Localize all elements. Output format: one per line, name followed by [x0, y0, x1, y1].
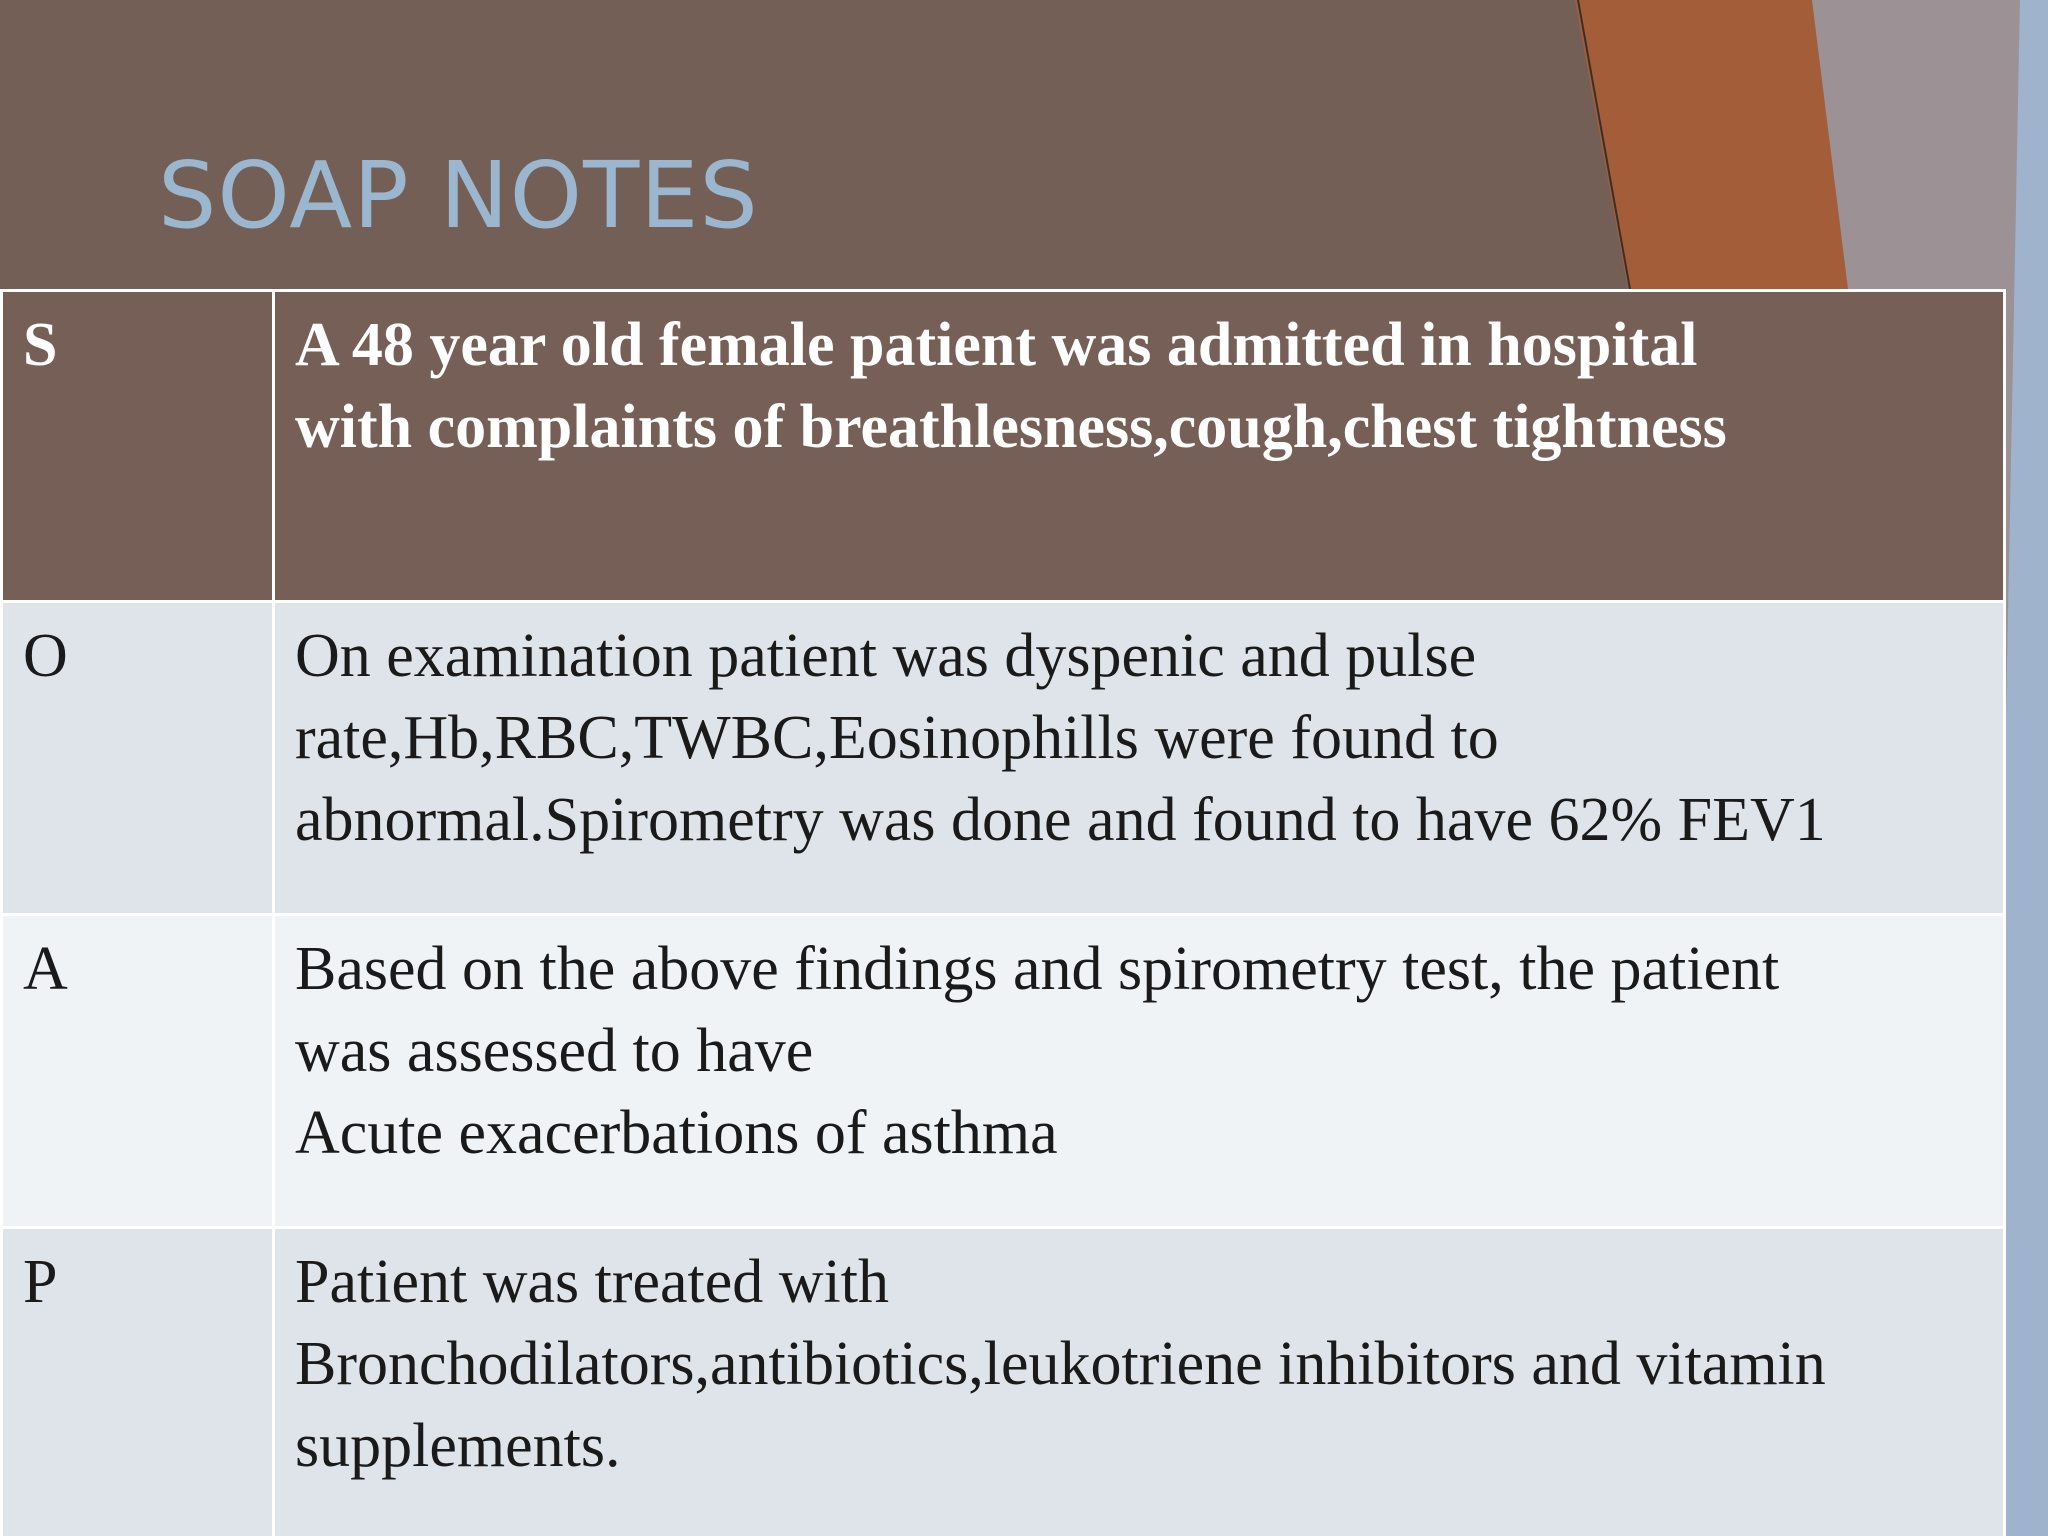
row-line: abnormal.Spirometry was done and found to have 62% FEV1: [295, 786, 1826, 854]
table-row-objective: [2, 602, 2005, 915]
accent-orange-band: [1575, 0, 1848, 289]
row-content: [274, 915, 2005, 1228]
row-letter: A: [2, 915, 274, 1228]
soap-notes-table: [0, 289, 2006, 1536]
table-row-subjective: [2, 291, 2005, 602]
row-line: supplements.: [295, 1412, 621, 1480]
row-line: rate,Hb,RBC,TWBC,Eosinophills were found to: [295, 704, 1499, 772]
slide-title: SOAP NOTES: [158, 142, 759, 249]
table-row-plan: [2, 1228, 2005, 1536]
row-line: was assessed to have: [295, 1017, 814, 1085]
row-line: A 48 year old female patient was admitted in hospital: [295, 311, 1698, 379]
row-letter: S: [2, 291, 274, 602]
row-content: [274, 602, 2005, 915]
row-line: with complaints of breathlesness,cough,chest tightness: [295, 393, 1727, 461]
table-row-assessment: [2, 915, 2005, 1228]
row-line: Acute exacerbations of asthma: [295, 1099, 1058, 1167]
row-line: Bronchodilators,antibiotics,leukotriene inhibitors and vitamin: [295, 1330, 1826, 1398]
row-content: [274, 1228, 2005, 1536]
row-letter: O: [2, 602, 274, 915]
row-letter: P: [2, 1228, 274, 1536]
row-line: Patient was treated with: [295, 1248, 889, 1316]
row-content: [274, 291, 2005, 602]
row-line: Based on the above findings and spirometry test, the patient: [295, 935, 1780, 1003]
row-line: On examination patient was dyspenic and pulse: [295, 622, 1477, 690]
